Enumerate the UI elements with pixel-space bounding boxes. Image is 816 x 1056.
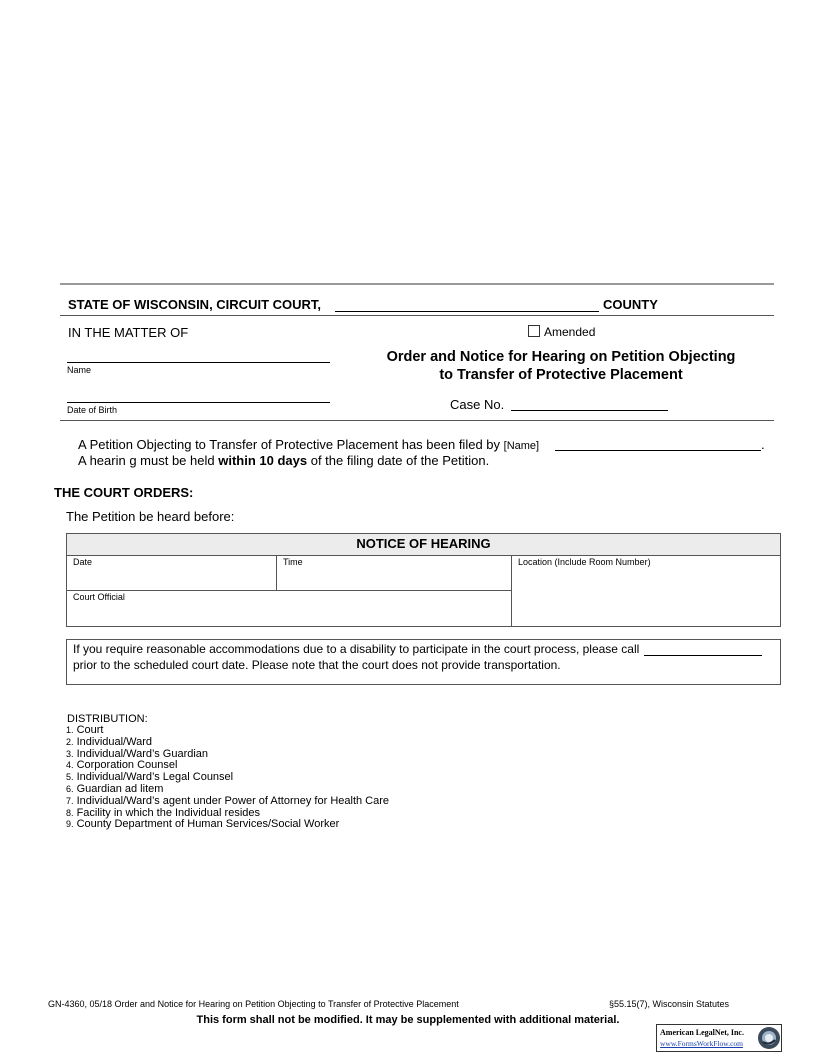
amended-label: Amended [544, 325, 596, 339]
list-item: 2. Individual/Ward [66, 735, 152, 748]
list-item: 1. Court [66, 724, 104, 736]
in-the-matter-label: IN THE MATTER OF [68, 325, 189, 340]
list-item: 5. Individual/Ward’s Legal Counsel [66, 771, 234, 784]
case-no-label: Case No. [450, 397, 505, 412]
hearing-deadline-text [78, 453, 489, 468]
list-item: 8. Facility in which the Individual resides [66, 806, 260, 819]
distribution-list [66, 725, 389, 831]
logo-name: American LegalNet, Inc. [660, 1028, 744, 1037]
county-name-field[interactable] [335, 311, 599, 312]
petition-filed-text: A Petition Objecting to Transfer of Protective Placement has been filed by [78, 437, 501, 452]
name-label: Name [67, 365, 92, 375]
distribution-title: DISTRIBUTION: [67, 713, 148, 725]
case-no-field[interactable] [511, 410, 668, 411]
location-divider [511, 555, 512, 626]
form-id-footer: GN-4360, 05/18 Order and Notice for Hearing on Petition Objecting to Transfer of Protective Placement [48, 999, 459, 1009]
globe-icon [757, 1026, 781, 1050]
petitioner-name-field[interactable] [555, 450, 761, 451]
dob-label: Date of Birth [67, 405, 118, 415]
accommodation-line1: If you require reasonable accommodations due to a disability to participate in the court process, please call [73, 642, 640, 656]
header-bottom-rule [60, 420, 774, 421]
name-placeholder: [Name] [503, 440, 540, 452]
dob-field[interactable] [67, 402, 330, 403]
list-item: 4. Corporation Counsel [66, 759, 178, 772]
notice-title: NOTICE OF HEARING [356, 536, 491, 551]
time-cell[interactable]: Time [283, 557, 303, 567]
court-orders-heading: THE COURT ORDERS: [54, 485, 194, 500]
petition-period: . [761, 437, 765, 452]
location-cell[interactable]: Location (Include Room Number) [518, 557, 651, 567]
hearing-prefix: A hearin g must be held [78, 453, 215, 468]
state-court-label: STATE OF WISCONSIN, CIRCUIT COURT, [68, 297, 322, 312]
form-title-line2: to Transfer of Protective Placement [439, 367, 683, 383]
list-item: 3. Individual/Ward’s Guardian [66, 747, 209, 760]
date-cell[interactable]: Date [73, 557, 93, 567]
official-row-divider [67, 590, 511, 591]
no-modify-notice: This form shall not be modified. It may be supplemented with additional material. [196, 1014, 620, 1026]
list-item: 7. Individual/Ward’s agent under Power of Attorney for Health Care [66, 794, 390, 807]
amended-checkbox[interactable] [528, 325, 595, 339]
hearing-deadline-bold: within 10 days [218, 453, 308, 468]
list-item: 9. County Department of Human Services/Social Worker [66, 818, 340, 831]
hearing-suffix: of the filing date of the Petition. [310, 453, 490, 468]
court-official-cell[interactable]: Court Official [73, 592, 125, 602]
form-title [345, 348, 777, 384]
name-field[interactable] [67, 362, 330, 363]
logo-url: www.FormsWorkFlow.com [660, 1039, 744, 1048]
checkbox-icon[interactable] [528, 325, 540, 337]
list-item: 6. Guardian ad litem [66, 782, 164, 795]
heard-before-text: The Petition be heard before: [66, 509, 235, 524]
accommodation-phone-field[interactable] [644, 655, 762, 656]
statute-footer: §55.15(7), Wisconsin Statutes [609, 999, 730, 1009]
top-rule [60, 283, 774, 285]
header-rule [60, 315, 774, 316]
petition-text [78, 437, 539, 452]
time-divider [276, 555, 277, 590]
accommodation-line2: prior to the scheduled court date. Please note that the court does not provide transportation. [73, 658, 561, 672]
form-title-line1: Order and Notice for Hearing on Petition Objecting [386, 349, 736, 365]
county-label: COUNTY [603, 297, 658, 312]
american-legalnet-logo[interactable] [656, 1024, 782, 1052]
